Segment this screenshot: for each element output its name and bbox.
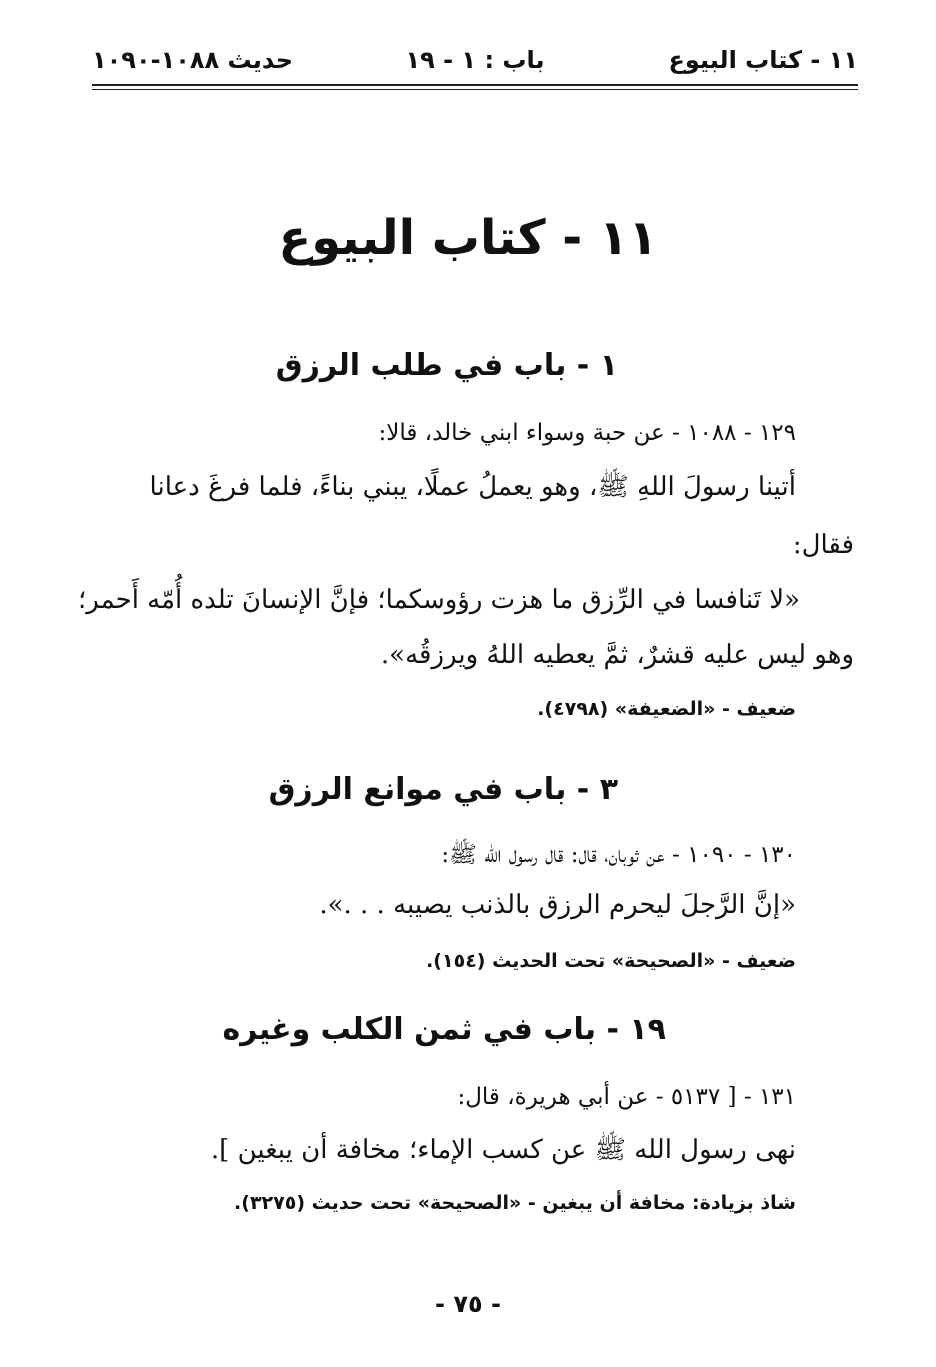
hadith-text-line: فقال: xyxy=(792,530,854,560)
grading-note: شاذ بزيادة: مخافة أن يبغين - «الصحيحة» تحت حديث (٣٢٧٥). xyxy=(234,1192,796,1214)
chapter-heading: ١ - باب في طلب الرزق xyxy=(275,348,618,383)
chapter-heading: ٣ - باب في موانع الرزق xyxy=(268,772,618,807)
hadith-text-line: «إنَّ الرَّجلَ ليحرم الرزق بالذنب يصيبه . . .». xyxy=(319,890,796,920)
hadith-heading: ١٢٩ - ١٠٨٨ - عن حبة وسواء ابني خالد، قالا: xyxy=(378,420,796,446)
grading-note: ضعيف - «الصحيحة» تحت الحديث (١٥٤). xyxy=(426,950,796,972)
hadith-text-line: نهى رسول الله ﷺ عن كسب الإماء؛ مخافة أن يبغين ]. xyxy=(210,1135,796,1165)
hadith-text-line: وهو ليس عليه قشرٌ، ثمَّ يعطيه اللهُ ويرزقُه». xyxy=(380,640,854,670)
hadith-text-line: «لا تَنافسا في الرِّزق ما هزت رؤوسكما؛ فإنَّ الإنسانَ تلده أُمّه أَحمر؛ xyxy=(77,585,800,615)
page-number: - ٧٥ - xyxy=(435,1290,501,1318)
chapter-heading: ١٩ - باب في ثمن الكلب وغيره xyxy=(222,1012,666,1047)
header-chapter-range: باب : ١ - ١٩ xyxy=(405,46,545,74)
hadith-heading: ١٣١ - [ ٥١٣٧ - عن أبي هريرة، قال: xyxy=(457,1084,796,1110)
grading-note: ضعيف - «الضعيفة» (٤٧٩٨). xyxy=(537,698,796,720)
running-header xyxy=(92,40,858,84)
header-hadith-range: حديث ١٠٨٨-١٠٩٠ xyxy=(92,46,294,74)
header-rule-thin xyxy=(92,89,858,90)
hadith-heading: ١٣٠ - ١٠٩٠ - عن ثوبان، قال: قال رسول الله ﷺ: xyxy=(441,842,796,868)
header-rule xyxy=(92,84,858,86)
book-title: ١١ - كتاب البيوع xyxy=(278,210,658,266)
hadith-text-line: أتينا رسولَ اللهِ ﷺ، وهو يعملُ عملًا، يبني بناءً، فلما فرغَ دعانا xyxy=(149,472,796,502)
header-book-title: ١١ - كتاب البيوع xyxy=(668,46,858,74)
